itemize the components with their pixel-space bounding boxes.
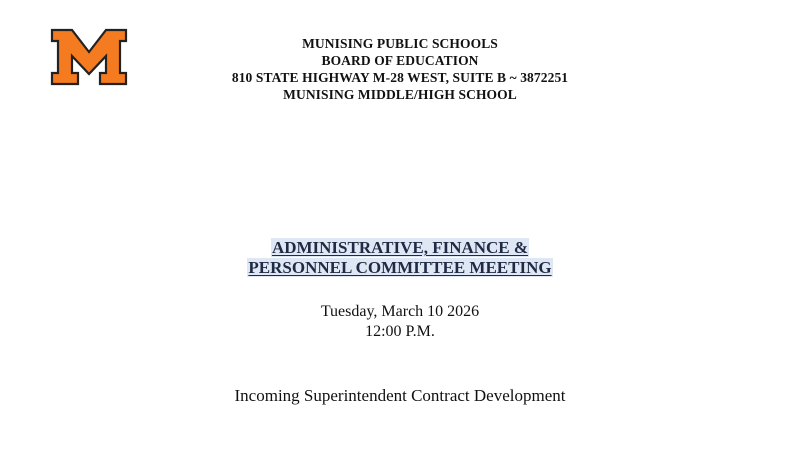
meeting-title-line1: ADMINISTRATIVE, FINANCE &: [271, 238, 529, 257]
school-name: MUNISING MIDDLE/HIGH SCHOOL: [283, 87, 517, 102]
meeting-title-line2: PERSONNEL COMMITTEE MEETING: [248, 258, 552, 277]
meeting-date: Tuesday, March 10 2026: [320, 303, 480, 320]
district-name: MUNISING PUBLIC SCHOOLS: [302, 36, 498, 51]
meeting-datetime: [200, 302, 600, 342]
agenda-item: Incoming Superintendent Contract Development: [234, 386, 566, 405]
meeting-title: [150, 238, 650, 278]
school-logo-m-icon: [50, 28, 128, 86]
letterhead: [180, 35, 620, 103]
board-name: BOARD OF EDUCATION: [321, 53, 479, 68]
meeting-time: 12:00 P.M.: [365, 323, 435, 340]
agenda-list: [150, 386, 650, 406]
address-phone: 810 STATE HIGHWAY M-28 WEST, SUITE B ~ 3872251: [231, 70, 569, 85]
